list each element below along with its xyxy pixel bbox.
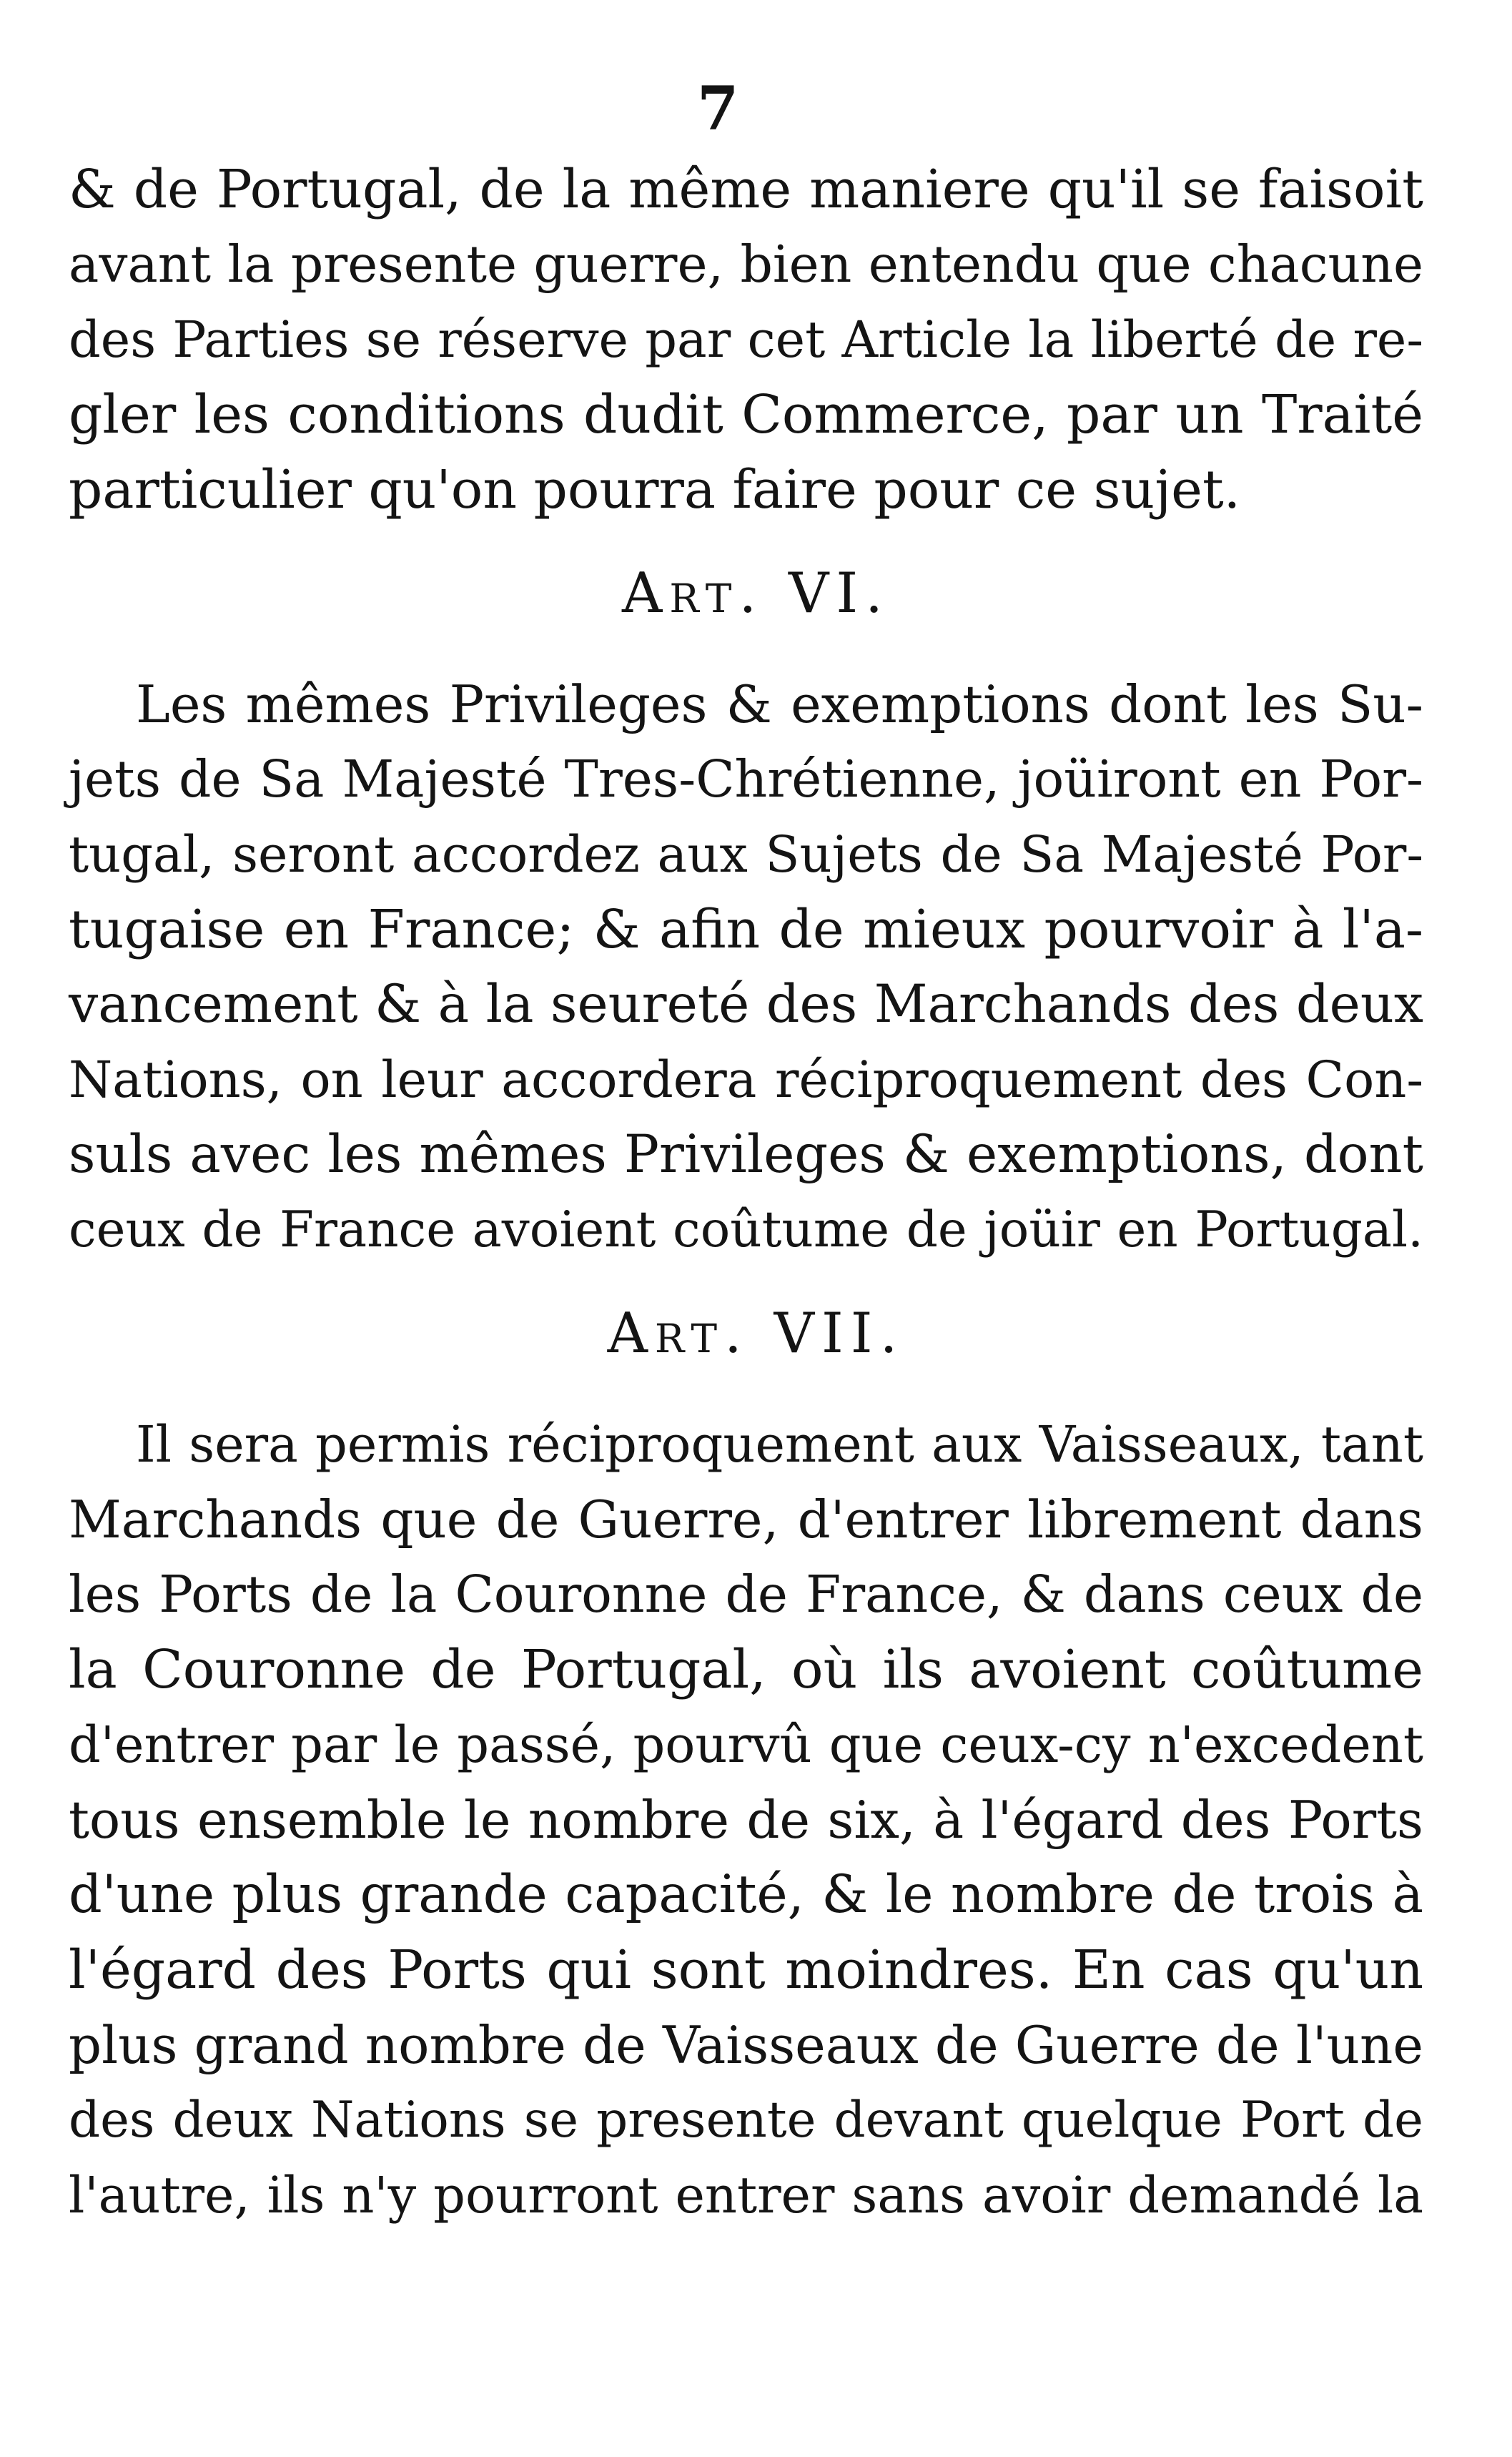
- text-line: ceux de France avoient coûtume de joüir en Portugal.: [69, 1201, 1423, 1259]
- text-line: gler les conditions dudit Commerce, par un Traité: [69, 384, 1423, 445]
- text-line: les Ports de la Couronne de France, & dans ceux de: [69, 1565, 1423, 1624]
- text-line: suls avec les mêmes Privileges & exemptions, dont: [69, 1124, 1423, 1185]
- text-line: vancement & à la seureté des Marchands des deux: [69, 974, 1423, 1035]
- text-line: Nations, on leur accordera réciproquement des Con-: [69, 1050, 1423, 1109]
- text-line: plus grand nombre de Vaisseaux de Guerre de l'une: [69, 2015, 1423, 2075]
- text-line: avant la presente guerre, bien entendu que chacune: [69, 235, 1423, 294]
- page-number: 7: [697, 73, 739, 144]
- text-line: tugaise en France; & afin de mieux pourvoir à l'a-: [69, 899, 1423, 960]
- text-line: l'égard des Ports qui sont moindres. En cas qu'un: [69, 1939, 1423, 2001]
- text-line: des deux Nations se presente devant quelque Port de: [69, 2092, 1423, 2149]
- text-line: Les mêmes Privileges & exemptions dont les Su-: [136, 674, 1423, 734]
- text-line: d'une plus grande capacité, & le nombre de trois à: [69, 1864, 1423, 1925]
- text-line: & de Portugal, de la même maniere qu'il se faisoit: [69, 159, 1423, 220]
- text-line: tous ensemble le nombre de six, à l'égard des Ports: [69, 1790, 1423, 1850]
- text-line: l'autre, ils n'y pourront entrer sans avoir demandé la: [69, 2166, 1423, 2225]
- article-heading: Art. VI.: [622, 561, 890, 626]
- text-line: d'entrer par le passé, pourvû que ceux-cy n'excedent: [69, 1715, 1423, 1774]
- text-line: jets de Sa Majesté Tres-Chrétienne, joüiront en Por-: [69, 749, 1423, 809]
- text-line: des Parties se réserve par cet Article la liberté de re-: [69, 310, 1423, 369]
- text-line: Marchands que de Guerre, d'entrer librement dans: [69, 1490, 1423, 1550]
- article-heading: Art. VII.: [607, 1301, 905, 1366]
- text-line: la Couronne de Portugal, où ils avoient coûtume: [69, 1639, 1423, 1700]
- text-line: tugal, seront accordez aux Sujets de Sa Majesté Por-: [69, 825, 1423, 884]
- text-line: Il sera permis réciproquement aux Vaisseaux, tant: [136, 1415, 1423, 1474]
- text-line: particulier qu'on pourra faire pour ce sujet.: [69, 459, 1241, 521]
